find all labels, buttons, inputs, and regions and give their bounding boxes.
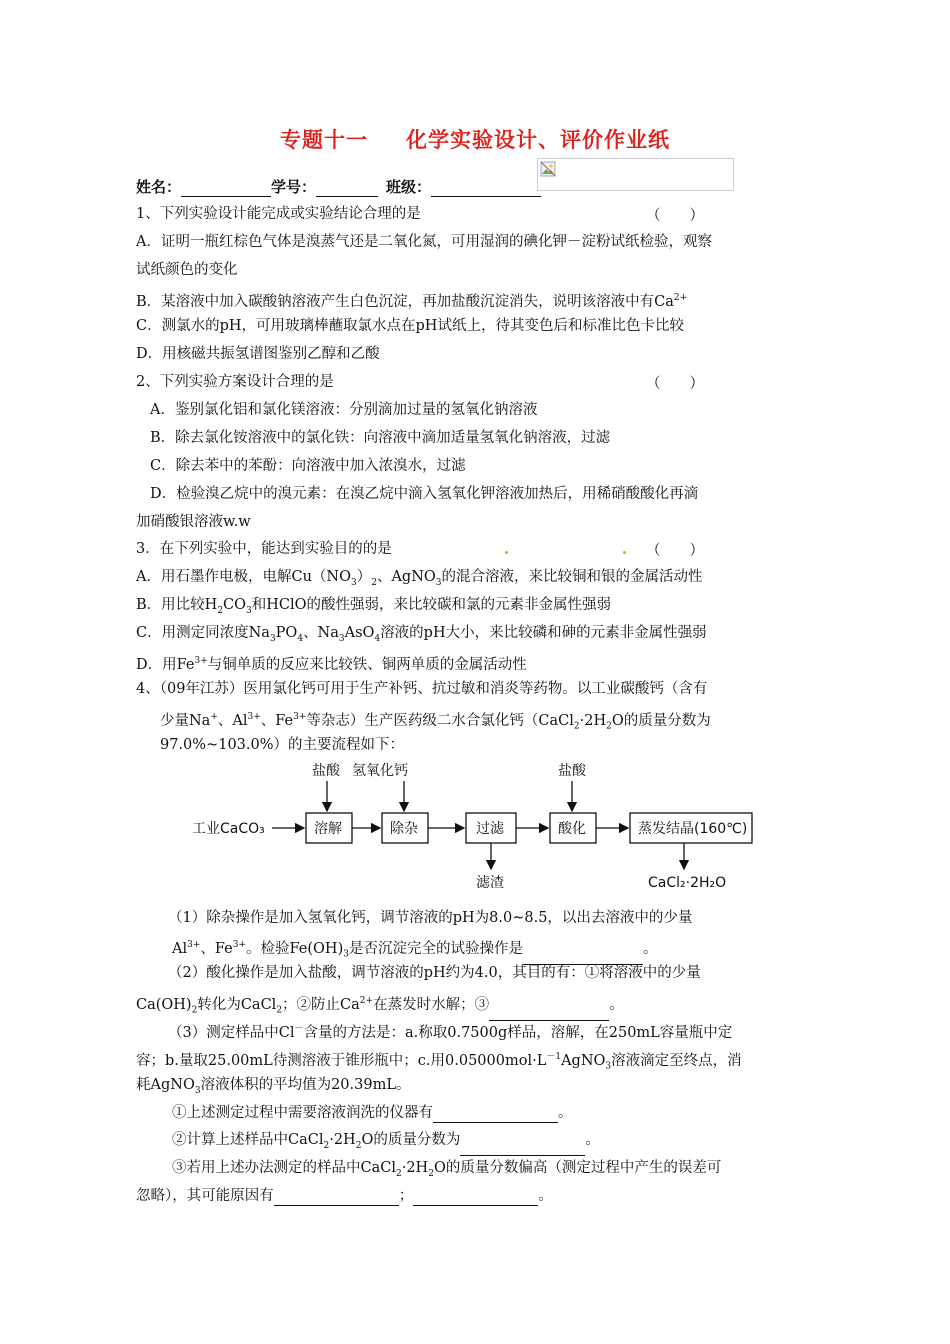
q2-option-d-line1: D．检验溴乙烷中的溴元素：在溴乙烷中滴入氢氧化钾溶液加热后，用稀硝酸酸化再滴 xyxy=(150,486,699,502)
q4-sub3-answer-blank-2[interactable] xyxy=(413,1189,538,1206)
q3-option-c: C．用测定同浓度$Na_3PO_4$、$Na_3AsO_4$溶液的pH大小，来比较磷和砷的元素非金属性强弱 xyxy=(136,625,707,644)
flow-add-hydrochloric-acid-2: 盐酸 xyxy=(558,763,586,779)
q3-option-b: B．用比较$H_2CO_3$和HClO的酸性强弱，来比较碳和氯的元素非金属性强弱 xyxy=(136,597,612,616)
title-part2: 化学实验设计、评价作业纸 xyxy=(406,128,670,152)
q1-option-b-text: B．某溶液中加入碳酸钠溶液产生白色沉淀，再加盐酸沉淀消失，说明该溶液中有Ca xyxy=(136,293,674,310)
flow-step-evaporate: 蒸发结晶(160℃) xyxy=(638,821,748,837)
q4-part3-line2: 容；b.量取25.00mL待测溶液于锥形瓶中；c.用$0.05000mol\cdot L^{-1}AgNO_3$溶液滴定至终点，消 xyxy=(136,1052,742,1072)
stray-mark xyxy=(505,551,508,554)
broken-image-placeholder xyxy=(537,158,734,191)
q1-stem: 1、下列实验设计能完成或实验结论合理的是 xyxy=(136,206,421,222)
title-part1: 专题十一 xyxy=(280,128,368,152)
q4-part3-line1: （3）测定样品中Cl－含量的方法是：a.称取0.7500g样品，溶解，在250mL容量瓶中定 xyxy=(168,1024,733,1041)
number-label: 学号： xyxy=(271,178,317,196)
q4-part3-sub3-line2: 忽略），其可能原因有 ； 。 xyxy=(136,1188,553,1204)
student-info-row xyxy=(136,177,541,197)
q4-part1-line1: （1）除杂操作是加入氢氧化钙，调节溶液的pH为8.0~8.5，以出去溶液中的少量 xyxy=(168,910,693,926)
q1-option-a-line1: A．证明一瓶红棕色气体是溴蒸气还是二氧化氮，可用湿润的碘化钾－淀粉试纸检验，观察 xyxy=(136,234,712,250)
flow-step-acidify: 酸化 xyxy=(558,821,586,837)
q4-part3-sub3-line1: ③若用上述办法测定的样品中$CaCl_2\cdot 2H_2O$的质量分数偏高（测定过程中产生的误差可 xyxy=(172,1160,722,1179)
process-flow-diagram xyxy=(192,757,758,897)
flow-add-hydrochloric-acid-1: 盐酸 xyxy=(312,763,340,779)
q4-part3-sub1: ①上述测定过程中需要溶液润洗的仪器有 。 xyxy=(172,1105,573,1121)
q4-sub2-answer-blank[interactable] xyxy=(460,1139,585,1156)
q1-option-b xyxy=(136,288,687,312)
flow-step-dissolve: 溶解 xyxy=(314,821,342,837)
q1-option-b-sup: 2+ xyxy=(673,293,688,303)
q1-option-c: C．测氯水的pH，可用玻璃棒蘸取氯水点在pH试纸上，待其变色后和标准比色卡比较 xyxy=(136,318,684,334)
q1-option-a-line2: 试纸颜色的变化 xyxy=(136,262,238,278)
q4-part3-line3: 耗AgNO$_3$溶液体积的平均值为20.39mL。 xyxy=(136,1077,411,1096)
q4-stem-line3: 97.0%~103.0%）的主要流程如下： xyxy=(160,737,404,753)
q2-option-b: B．除去氯化铵溶液中的氯化铁：向溶液中滴加适量氢氧化钠溶液，过滤 xyxy=(150,430,611,446)
stray-mark xyxy=(623,551,626,554)
q4-part2-line2: $Ca(OH)_2$转化为CaCl$_2$；②防止$Ca^{2+}$在蒸发时水解；③ 。 xyxy=(136,991,624,1021)
name-label: 姓名： xyxy=(136,178,182,196)
flow-add-calcium-hydroxide: 氢氧化钙 xyxy=(352,763,408,779)
q3-stem: 3．在下列实验中，能达到实验目的的是 xyxy=(136,541,392,557)
page-title xyxy=(0,124,950,154)
flow-product: CaCl₂·2H₂O xyxy=(648,875,727,891)
q4-sub3-answer-blank-1[interactable] xyxy=(274,1189,399,1206)
q2-answer-paren[interactable]: （ ） xyxy=(646,376,704,392)
q3-option-a: A．用石墨作电极，电解$Cu(NO_3)_2$、AgNO$_3$的混合溶液，来比较铜和银的金属活动性 xyxy=(136,569,703,588)
q4-sub1-answer-blank[interactable] xyxy=(433,1106,558,1123)
q2-option-d-line2: 加硝酸银溶液w.w xyxy=(136,514,251,530)
q3-answer-paren[interactable]: （ ） xyxy=(646,543,704,559)
class-label: 班级： xyxy=(386,178,432,196)
flow-step-filter: 过滤 xyxy=(476,821,504,837)
broken-image-icon xyxy=(540,161,556,177)
flow-input: 工业CaCO₃ xyxy=(192,821,265,837)
q2-stem: 2、下列实验方案设计合理的是 xyxy=(136,374,334,390)
q4-stem-line2: 少量Na+、$Al^{3+}$、$Fe^{3+}$等杂志）生产医药级二水合氯化钙（$CaCl_2\cdot 2H_2O$的质量分数为 xyxy=(160,712,711,732)
q4-part3-sub2: ②计算上述样品中$CaCl_2\cdot 2H_2O$的质量分数为 。 xyxy=(172,1130,600,1156)
q4-stem-line1: 4、（09年江苏）医用氯化钙可用于生产补钙、抗过敏和消炎等药物。以工业碳酸钙（含有 xyxy=(136,681,708,697)
q4-part2-line1: （2）酸化操作是加入盐酸，调节溶液的pH约为4.0，其目的有：①将溶液中的少量 xyxy=(168,965,701,981)
q1-answer-paren[interactable]: （ ） xyxy=(646,208,704,224)
q1-option-d: D．用核磁共振氢谱图鉴别乙醇和乙酸 xyxy=(136,346,380,362)
class-blank[interactable] xyxy=(431,180,541,197)
flow-step-remove-impurity: 除杂 xyxy=(390,821,418,837)
number-blank[interactable] xyxy=(316,180,378,197)
flow-residue: 滤渣 xyxy=(476,875,504,891)
q2-option-c: C．除去苯中的苯酚：向溶液中加入浓溴水，过滤 xyxy=(150,458,466,474)
name-blank[interactable] xyxy=(181,180,271,197)
q3-option-d: D．用$Fe^{3+}$与铜单质的反应来比较铁、铜两单质的金属活动性 xyxy=(136,656,527,673)
q2-option-a: A．鉴别氯化铝和氯化镁溶液：分别滴加过量的氢氧化钠溶液 xyxy=(150,402,538,418)
q4-part1-line2: $Al^{3+}$、$Fe^{3+}$。检验$Fe(OH)_3$是否沉淀完全的试验操作是 。 xyxy=(172,935,657,965)
